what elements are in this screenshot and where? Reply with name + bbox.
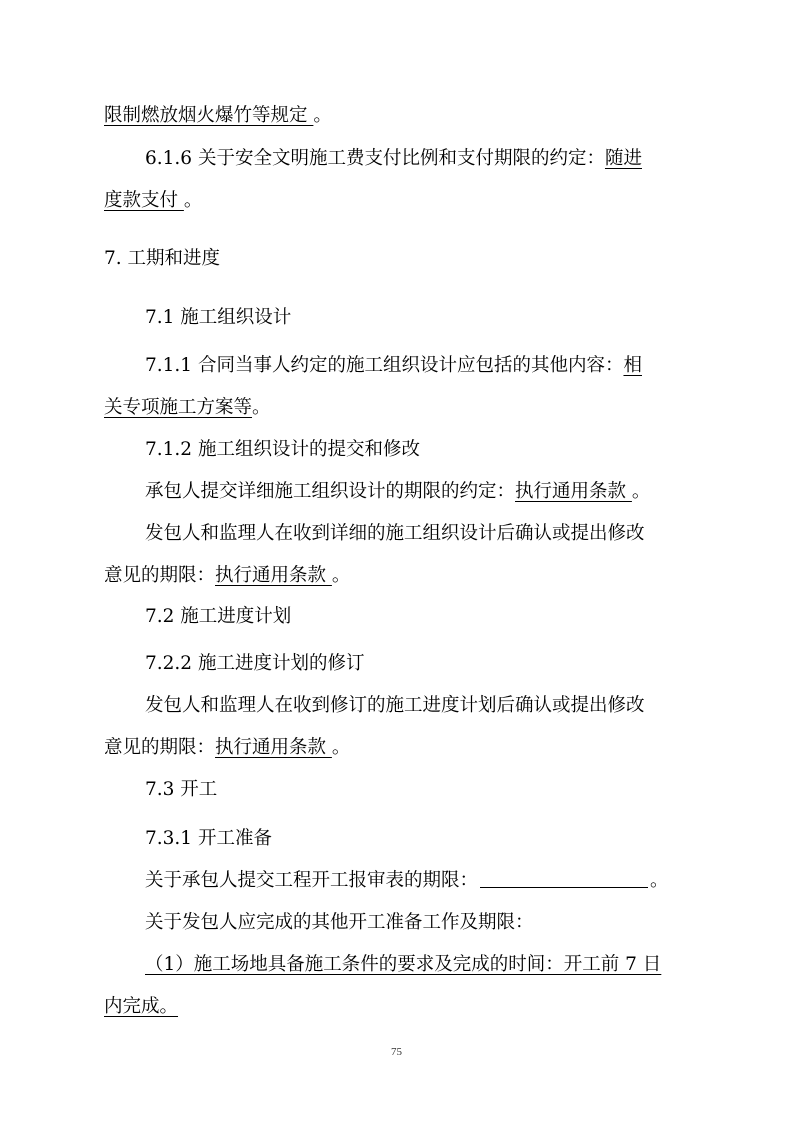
clause-7-2-2-review-cont [104,736,350,760]
period: 。 [183,190,203,211]
clause-text: 6.1.6 关于安全文明施工费支付比例和支付期限的约定： [145,148,605,169]
clause-7-3-1: 7.3.1 开工准备 [145,828,272,849]
clause-7-2-2: 7.2.2 施工进度计划的修订 [145,653,365,674]
clause-text: 7.1.1 合同当事人约定的施工组织设计应包括的其他内容： [145,355,624,376]
section-heading-7-1: 7.1 施工组织设计 [145,307,292,328]
section-heading-7-3: 7.3 开工 [145,779,218,800]
clause-text: 关于承包人提交工程开工报审表的期限： [145,870,479,891]
clause-7-1-2-review: 发包人和监理人在收到详细的施工组织设计后确认或提出修改 [145,523,645,544]
blank-fill-line [480,869,648,888]
filled-value: 限制燃放烟火爆竹等规定 [104,105,314,126]
clause-7-3-1-item-1-cont [104,995,178,1019]
section-heading-7: 7. 工期和进度 [104,248,221,269]
period: 。 [331,565,351,586]
filled-value: （1）施工场地具备施工条件的要求及完成的时间：开工前 7 日 [145,954,662,975]
filled-value: 相 [623,355,642,376]
clause-6-1-5-tail [104,104,332,128]
period: 。 [650,870,669,891]
period: 。 [252,397,271,418]
filled-value: 随进 [604,148,642,169]
period: 。 [331,737,351,758]
period: 。 [631,481,651,502]
filled-value: 度款支付 [104,190,184,211]
clause-7-3-1-report [145,869,669,893]
section-heading-7-2: 7.2 施工进度计划 [145,606,292,627]
page-number: 75 [391,1046,402,1058]
clause-text: 意见的期限： [104,737,216,758]
period: 。 [313,105,332,126]
clause-7-1-2: 7.1.2 施工组织设计的提交和修改 [145,439,420,460]
clause-7-1-2-submit [145,480,650,504]
clause-7-1-2-review-cont [104,564,350,588]
clause-6-1-6-cont [104,189,202,213]
clause-text: 承包人提交详细施工组织设计的期限的约定： [145,481,516,502]
filled-value: 执行通用条款 [215,565,332,586]
clause-7-3-1-employer: 关于发包人应完成的其他开工准备工作及期限： [145,912,534,933]
clause-7-1-1-cont [104,396,271,420]
clause-text: 意见的期限： [104,565,216,586]
filled-value: 内完成。 [104,996,179,1017]
clause-7-2-2-review: 发包人和监理人在收到修订的施工进度计划后确认或提出修改 [145,695,645,716]
clause-7-3-1-item-1 [145,953,661,977]
filled-value: 执行通用条款 [515,481,632,502]
filled-value: 关专项施工方案等 [104,397,253,418]
clause-6-1-6 [145,147,642,171]
clause-7-1-1 [145,354,642,378]
filled-value: 执行通用条款 [215,737,332,758]
